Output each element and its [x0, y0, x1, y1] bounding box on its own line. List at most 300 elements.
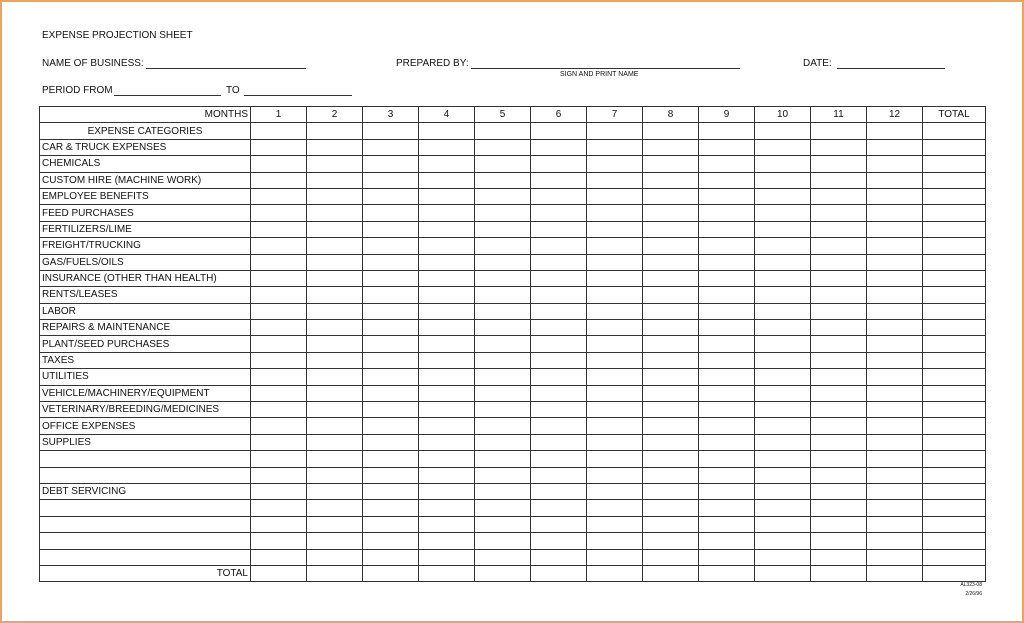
entry-cell[interactable]: [699, 172, 755, 188]
entry-cell[interactable]: [755, 303, 811, 319]
entry-cell[interactable]: [643, 402, 699, 418]
entry-cell[interactable]: [755, 451, 811, 467]
entry-cell[interactable]: [699, 516, 755, 532]
entry-cell[interactable]: [643, 188, 699, 204]
entry-cell[interactable]: [587, 156, 643, 172]
entry-cell[interactable]: [251, 270, 307, 286]
total-entry-cell[interactable]: [811, 565, 867, 581]
entry-cell[interactable]: [419, 270, 475, 286]
entry-cell[interactable]: [475, 139, 531, 155]
entry-cell[interactable]: [923, 533, 986, 549]
entry-cell[interactable]: [307, 205, 363, 221]
entry-cell[interactable]: [363, 238, 419, 254]
entry-cell[interactable]: [475, 172, 531, 188]
entry-cell[interactable]: [755, 172, 811, 188]
entry-cell[interactable]: [867, 385, 923, 401]
total-entry-cell[interactable]: [251, 565, 307, 581]
entry-cell[interactable]: [587, 320, 643, 336]
entry-cell[interactable]: [587, 549, 643, 565]
entry-cell[interactable]: [475, 402, 531, 418]
entry-cell[interactable]: [867, 483, 923, 499]
entry-cell[interactable]: [307, 336, 363, 352]
entry-cell[interactable]: [923, 467, 986, 483]
entry-cell[interactable]: [251, 533, 307, 549]
entry-cell[interactable]: [531, 303, 587, 319]
entry-cell[interactable]: [475, 533, 531, 549]
entry-cell[interactable]: [755, 434, 811, 450]
entry-cell[interactable]: [307, 270, 363, 286]
entry-cell[interactable]: [923, 287, 986, 303]
entry-cell[interactable]: [587, 238, 643, 254]
entry-cell[interactable]: [699, 123, 755, 139]
entry-cell[interactable]: [755, 402, 811, 418]
entry-cell[interactable]: [419, 303, 475, 319]
entry-cell[interactable]: [307, 156, 363, 172]
entry-cell[interactable]: [475, 483, 531, 499]
entry-cell[interactable]: [587, 516, 643, 532]
entry-cell[interactable]: [587, 451, 643, 467]
entry-cell[interactable]: [475, 270, 531, 286]
entry-cell[interactable]: [419, 352, 475, 368]
entry-cell[interactable]: [867, 467, 923, 483]
entry-cell[interactable]: [923, 139, 986, 155]
entry-cell[interactable]: [419, 434, 475, 450]
entry-cell[interactable]: [363, 483, 419, 499]
entry-cell[interactable]: [363, 320, 419, 336]
entry-cell[interactable]: [643, 156, 699, 172]
entry-cell[interactable]: [363, 156, 419, 172]
entry-cell[interactable]: [811, 467, 867, 483]
entry-cell[interactable]: [643, 516, 699, 532]
entry-cell[interactable]: [643, 320, 699, 336]
entry-cell[interactable]: [475, 320, 531, 336]
entry-cell[interactable]: [587, 402, 643, 418]
entry-cell[interactable]: [811, 336, 867, 352]
entry-cell[interactable]: [755, 533, 811, 549]
entry-cell[interactable]: [587, 205, 643, 221]
entry-cell[interactable]: [923, 238, 986, 254]
entry-cell[interactable]: [923, 205, 986, 221]
entry-cell[interactable]: [587, 221, 643, 237]
entry-cell[interactable]: [867, 287, 923, 303]
entry-cell[interactable]: [643, 238, 699, 254]
entry-cell[interactable]: [643, 549, 699, 565]
entry-cell[interactable]: [531, 418, 587, 434]
entry-cell[interactable]: [923, 418, 986, 434]
entry-cell[interactable]: [643, 205, 699, 221]
entry-cell[interactable]: [867, 434, 923, 450]
entry-cell[interactable]: [475, 434, 531, 450]
entry-cell[interactable]: [755, 500, 811, 516]
entry-cell[interactable]: [699, 418, 755, 434]
total-entry-cell[interactable]: [531, 565, 587, 581]
entry-cell[interactable]: [867, 418, 923, 434]
entry-cell[interactable]: [587, 385, 643, 401]
entry-cell[interactable]: [531, 156, 587, 172]
entry-cell[interactable]: [531, 402, 587, 418]
prepared-by-line[interactable]: [471, 68, 740, 69]
entry-cell[interactable]: [699, 369, 755, 385]
entry-cell[interactable]: [419, 418, 475, 434]
entry-cell[interactable]: [755, 336, 811, 352]
entry-cell[interactable]: [531, 533, 587, 549]
entry-cell[interactable]: [755, 156, 811, 172]
entry-cell[interactable]: [419, 533, 475, 549]
entry-cell[interactable]: [587, 254, 643, 270]
entry-cell[interactable]: [643, 434, 699, 450]
entry-cell[interactable]: [587, 188, 643, 204]
entry-cell[interactable]: [307, 500, 363, 516]
entry-cell[interactable]: [419, 402, 475, 418]
entry-cell[interactable]: [643, 172, 699, 188]
entry-cell[interactable]: [419, 188, 475, 204]
entry-cell[interactable]: [363, 352, 419, 368]
entry-cell[interactable]: [531, 205, 587, 221]
entry-cell[interactable]: [867, 188, 923, 204]
entry-cell[interactable]: [643, 369, 699, 385]
entry-cell[interactable]: [923, 434, 986, 450]
entry-cell[interactable]: [307, 516, 363, 532]
entry-cell[interactable]: [307, 385, 363, 401]
entry-cell[interactable]: [531, 549, 587, 565]
entry-cell[interactable]: [475, 385, 531, 401]
entry-cell[interactable]: [419, 254, 475, 270]
period-to-line[interactable]: [244, 95, 352, 96]
entry-cell[interactable]: [755, 287, 811, 303]
entry-cell[interactable]: [475, 188, 531, 204]
entry-cell[interactable]: [643, 500, 699, 516]
entry-cell[interactable]: [811, 402, 867, 418]
entry-cell[interactable]: [867, 320, 923, 336]
entry-cell[interactable]: [531, 516, 587, 532]
entry-cell[interactable]: [531, 467, 587, 483]
entry-cell[interactable]: [923, 156, 986, 172]
entry-cell[interactable]: [475, 467, 531, 483]
total-entry-cell[interactable]: [755, 565, 811, 581]
entry-cell[interactable]: [643, 451, 699, 467]
entry-cell[interactable]: [643, 139, 699, 155]
entry-cell[interactable]: [363, 533, 419, 549]
entry-cell[interactable]: [307, 352, 363, 368]
entry-cell[interactable]: [755, 516, 811, 532]
entry-cell[interactable]: [867, 549, 923, 565]
entry-cell[interactable]: [251, 303, 307, 319]
entry-cell[interactable]: [867, 139, 923, 155]
entry-cell[interactable]: [867, 254, 923, 270]
entry-cell[interactable]: [699, 221, 755, 237]
entry-cell[interactable]: [307, 238, 363, 254]
entry-cell[interactable]: [643, 303, 699, 319]
entry-cell[interactable]: [811, 287, 867, 303]
entry-cell[interactable]: [643, 287, 699, 303]
entry-cell[interactable]: [251, 123, 307, 139]
entry-cell[interactable]: [923, 549, 986, 565]
entry-cell[interactable]: [811, 533, 867, 549]
entry-cell[interactable]: [251, 549, 307, 565]
entry-cell[interactable]: [755, 205, 811, 221]
entry-cell[interactable]: [867, 270, 923, 286]
entry-cell[interactable]: [419, 385, 475, 401]
entry-cell[interactable]: [531, 320, 587, 336]
entry-cell[interactable]: [307, 188, 363, 204]
entry-cell[interactable]: [475, 369, 531, 385]
entry-cell[interactable]: [811, 221, 867, 237]
entry-cell[interactable]: [363, 123, 419, 139]
entry-cell[interactable]: [867, 336, 923, 352]
entry-cell[interactable]: [251, 188, 307, 204]
entry-cell[interactable]: [867, 205, 923, 221]
entry-cell[interactable]: [363, 188, 419, 204]
entry-cell[interactable]: [419, 238, 475, 254]
entry-cell[interactable]: [867, 221, 923, 237]
entry-cell[interactable]: [251, 238, 307, 254]
entry-cell[interactable]: [643, 467, 699, 483]
entry-cell[interactable]: [419, 467, 475, 483]
entry-cell[interactable]: [643, 336, 699, 352]
entry-cell[interactable]: [363, 434, 419, 450]
entry-cell[interactable]: [923, 188, 986, 204]
entry-cell[interactable]: [699, 320, 755, 336]
entry-cell[interactable]: [363, 270, 419, 286]
entry-cell[interactable]: [251, 385, 307, 401]
entry-cell[interactable]: [531, 172, 587, 188]
entry-cell[interactable]: [811, 385, 867, 401]
entry-cell[interactable]: [755, 483, 811, 499]
entry-cell[interactable]: [699, 451, 755, 467]
entry-cell[interactable]: [811, 434, 867, 450]
business-name-line[interactable]: [146, 68, 306, 69]
entry-cell[interactable]: [587, 369, 643, 385]
entry-cell[interactable]: [587, 123, 643, 139]
entry-cell[interactable]: [531, 188, 587, 204]
entry-cell[interactable]: [755, 123, 811, 139]
entry-cell[interactable]: [307, 467, 363, 483]
entry-cell[interactable]: [643, 418, 699, 434]
entry-cell[interactable]: [923, 303, 986, 319]
entry-cell[interactable]: [867, 303, 923, 319]
entry-cell[interactable]: [251, 336, 307, 352]
entry-cell[interactable]: [475, 205, 531, 221]
entry-cell[interactable]: [923, 320, 986, 336]
entry-cell[interactable]: [251, 205, 307, 221]
entry-cell[interactable]: [699, 287, 755, 303]
entry-cell[interactable]: [363, 287, 419, 303]
entry-cell[interactable]: [587, 483, 643, 499]
entry-cell[interactable]: [531, 221, 587, 237]
entry-cell[interactable]: [867, 369, 923, 385]
entry-cell[interactable]: [531, 451, 587, 467]
entry-cell[interactable]: [867, 500, 923, 516]
entry-cell[interactable]: [363, 221, 419, 237]
entry-cell[interactable]: [363, 172, 419, 188]
entry-cell[interactable]: [531, 123, 587, 139]
entry-cell[interactable]: [699, 533, 755, 549]
entry-cell[interactable]: [251, 402, 307, 418]
entry-cell[interactable]: [643, 270, 699, 286]
total-entry-cell[interactable]: [307, 565, 363, 581]
entry-cell[interactable]: [363, 451, 419, 467]
entry-cell[interactable]: [699, 434, 755, 450]
entry-cell[interactable]: [419, 221, 475, 237]
entry-cell[interactable]: [923, 270, 986, 286]
entry-cell[interactable]: [251, 287, 307, 303]
total-entry-cell[interactable]: [363, 565, 419, 581]
entry-cell[interactable]: [251, 139, 307, 155]
entry-cell[interactable]: [475, 352, 531, 368]
entry-cell[interactable]: [251, 369, 307, 385]
entry-cell[interactable]: [363, 254, 419, 270]
entry-cell[interactable]: [419, 336, 475, 352]
date-line[interactable]: [837, 68, 945, 69]
entry-cell[interactable]: [587, 352, 643, 368]
entry-cell[interactable]: [755, 369, 811, 385]
entry-cell[interactable]: [307, 549, 363, 565]
entry-cell[interactable]: [755, 352, 811, 368]
total-entry-cell[interactable]: [643, 565, 699, 581]
entry-cell[interactable]: [699, 352, 755, 368]
entry-cell[interactable]: [755, 467, 811, 483]
entry-cell[interactable]: [307, 221, 363, 237]
entry-cell[interactable]: [475, 156, 531, 172]
entry-cell[interactable]: [307, 287, 363, 303]
entry-cell[interactable]: [811, 254, 867, 270]
entry-cell[interactable]: [923, 172, 986, 188]
entry-cell[interactable]: [531, 434, 587, 450]
entry-cell[interactable]: [307, 123, 363, 139]
entry-cell[interactable]: [587, 287, 643, 303]
entry-cell[interactable]: [251, 172, 307, 188]
entry-cell[interactable]: [811, 418, 867, 434]
entry-cell[interactable]: [587, 336, 643, 352]
entry-cell[interactable]: [811, 320, 867, 336]
entry-cell[interactable]: [867, 156, 923, 172]
entry-cell[interactable]: [363, 418, 419, 434]
entry-cell[interactable]: [811, 156, 867, 172]
entry-cell[interactable]: [923, 221, 986, 237]
entry-cell[interactable]: [811, 270, 867, 286]
period-from-line[interactable]: [114, 95, 221, 96]
entry-cell[interactable]: [363, 516, 419, 532]
entry-cell[interactable]: [307, 254, 363, 270]
entry-cell[interactable]: [811, 483, 867, 499]
entry-cell[interactable]: [643, 221, 699, 237]
entry-cell[interactable]: [307, 303, 363, 319]
entry-cell[interactable]: [923, 500, 986, 516]
entry-cell[interactable]: [419, 451, 475, 467]
entry-cell[interactable]: [923, 369, 986, 385]
entry-cell[interactable]: [475, 238, 531, 254]
entry-cell[interactable]: [531, 369, 587, 385]
entry-cell[interactable]: [867, 533, 923, 549]
entry-cell[interactable]: [419, 320, 475, 336]
entry-cell[interactable]: [811, 451, 867, 467]
entry-cell[interactable]: [755, 139, 811, 155]
entry-cell[interactable]: [475, 221, 531, 237]
entry-cell[interactable]: [587, 303, 643, 319]
entry-cell[interactable]: [755, 549, 811, 565]
entry-cell[interactable]: [811, 238, 867, 254]
entry-cell[interactable]: [251, 418, 307, 434]
entry-cell[interactable]: [755, 238, 811, 254]
entry-cell[interactable]: [363, 467, 419, 483]
entry-cell[interactable]: [755, 320, 811, 336]
entry-cell[interactable]: [531, 500, 587, 516]
total-entry-cell[interactable]: [867, 565, 923, 581]
entry-cell[interactable]: [811, 172, 867, 188]
entry-cell[interactable]: [475, 123, 531, 139]
entry-cell[interactable]: [531, 352, 587, 368]
entry-cell[interactable]: [475, 336, 531, 352]
entry-cell[interactable]: [811, 139, 867, 155]
entry-cell[interactable]: [755, 270, 811, 286]
entry-cell[interactable]: [307, 418, 363, 434]
entry-cell[interactable]: [251, 467, 307, 483]
entry-cell[interactable]: [923, 516, 986, 532]
entry-cell[interactable]: [699, 385, 755, 401]
entry-cell[interactable]: [587, 533, 643, 549]
entry-cell[interactable]: [699, 205, 755, 221]
entry-cell[interactable]: [923, 254, 986, 270]
entry-cell[interactable]: [531, 238, 587, 254]
entry-cell[interactable]: [307, 369, 363, 385]
entry-cell[interactable]: [699, 270, 755, 286]
entry-cell[interactable]: [419, 156, 475, 172]
entry-cell[interactable]: [643, 533, 699, 549]
entry-cell[interactable]: [867, 451, 923, 467]
entry-cell[interactable]: [923, 402, 986, 418]
entry-cell[interactable]: [643, 254, 699, 270]
entry-cell[interactable]: [643, 483, 699, 499]
entry-cell[interactable]: [363, 205, 419, 221]
entry-cell[interactable]: [587, 172, 643, 188]
entry-cell[interactable]: [699, 483, 755, 499]
entry-cell[interactable]: [811, 549, 867, 565]
entry-cell[interactable]: [307, 139, 363, 155]
entry-cell[interactable]: [419, 139, 475, 155]
entry-cell[interactable]: [811, 516, 867, 532]
entry-cell[interactable]: [755, 254, 811, 270]
entry-cell[interactable]: [363, 402, 419, 418]
entry-cell[interactable]: [419, 483, 475, 499]
entry-cell[interactable]: [867, 123, 923, 139]
entry-cell[interactable]: [867, 172, 923, 188]
entry-cell[interactable]: [587, 418, 643, 434]
entry-cell[interactable]: [419, 500, 475, 516]
entry-cell[interactable]: [363, 336, 419, 352]
entry-cell[interactable]: [699, 156, 755, 172]
entry-cell[interactable]: [419, 205, 475, 221]
entry-cell[interactable]: [867, 352, 923, 368]
entry-cell[interactable]: [475, 451, 531, 467]
entry-cell[interactable]: [251, 451, 307, 467]
total-entry-cell[interactable]: [475, 565, 531, 581]
entry-cell[interactable]: [923, 483, 986, 499]
entry-cell[interactable]: [251, 500, 307, 516]
entry-cell[interactable]: [307, 533, 363, 549]
entry-cell[interactable]: [811, 123, 867, 139]
entry-cell[interactable]: [363, 385, 419, 401]
entry-cell[interactable]: [587, 467, 643, 483]
entry-cell[interactable]: [419, 172, 475, 188]
entry-cell[interactable]: [811, 500, 867, 516]
entry-cell[interactable]: [475, 303, 531, 319]
entry-cell[interactable]: [699, 238, 755, 254]
entry-cell[interactable]: [419, 516, 475, 532]
entry-cell[interactable]: [699, 402, 755, 418]
entry-cell[interactable]: [699, 303, 755, 319]
entry-cell[interactable]: [251, 352, 307, 368]
total-entry-cell[interactable]: [699, 565, 755, 581]
